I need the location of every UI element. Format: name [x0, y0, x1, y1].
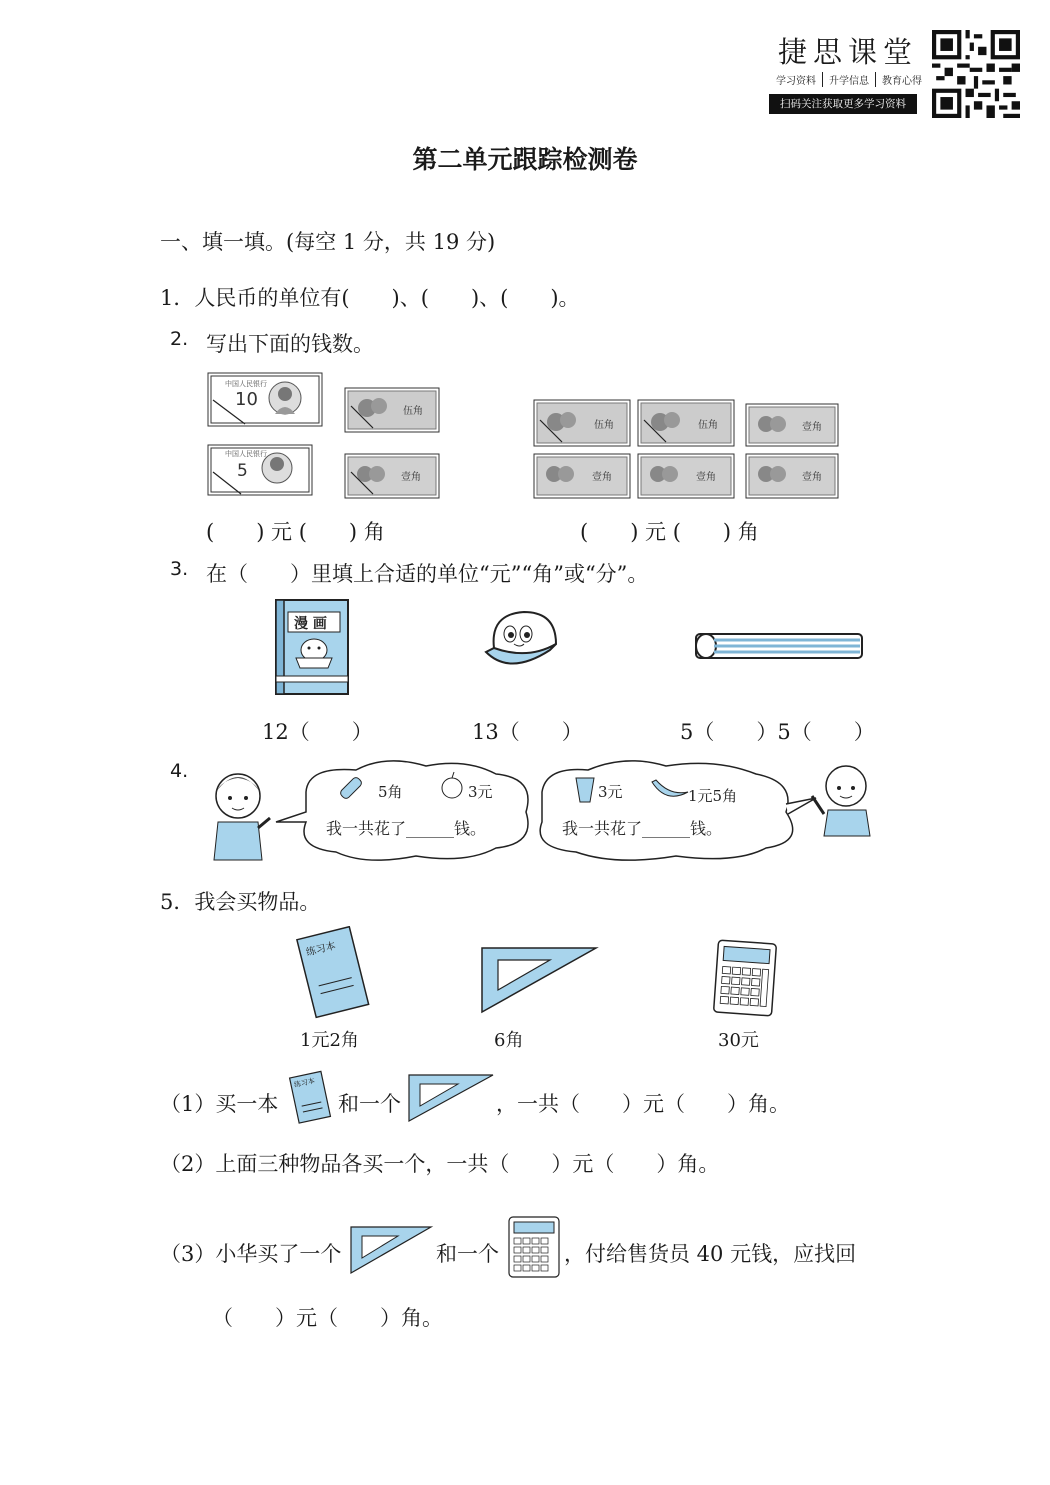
- brand-tags: [770, 72, 928, 87]
- sub-question-3-middle: 和一个: [436, 1242, 499, 1266]
- question-4-number: 4.: [170, 760, 189, 782]
- comic-book-icon: [272, 598, 352, 698]
- banknotes-group-left: [205, 370, 445, 500]
- q3-blank-pencil[interactable]: 5（ ）5（ ）: [680, 720, 875, 744]
- calculator-icon: [506, 1214, 562, 1280]
- svg-text:伍角: 伍角: [403, 406, 423, 417]
- svg-text:中国人民银行: 中国人民银行: [225, 380, 267, 388]
- svg-text:壹角: 壹角: [401, 472, 421, 483]
- svg-text:练习本: 练习本: [293, 1076, 316, 1090]
- price-set-square: 6角: [494, 1030, 524, 1051]
- question-2-number: 2.: [170, 328, 189, 350]
- svg-text:练习本: 练习本: [305, 940, 337, 959]
- svg-text:3元: 3元: [468, 783, 493, 801]
- price-calculator: 30元: [718, 1030, 759, 1051]
- brand-title: 捷思课堂: [778, 35, 919, 69]
- boy-avatar-icon: [812, 766, 870, 836]
- question-2-text: 写出下面的钱数。: [206, 332, 374, 356]
- section-heading: 一、填一填。(每空 1 分，共 19 分): [160, 230, 496, 254]
- girl-avatar-icon: [214, 774, 270, 860]
- q3-blank-cap[interactable]: 13（ ）: [472, 720, 583, 744]
- question-5-heading: 5．我会买物品。: [160, 890, 321, 914]
- set-square-icon: [478, 944, 600, 1016]
- brand-tag: 升学信息: [823, 72, 876, 87]
- set-square-icon: [406, 1072, 496, 1124]
- exercise-book-icon: [296, 926, 370, 1020]
- q3-blank-comic[interactable]: 12（ ）: [262, 720, 373, 744]
- one-jiao-note-icon: [746, 454, 838, 498]
- svg-text:壹角: 壹角: [592, 472, 612, 483]
- calculator-icon: [712, 938, 778, 1018]
- pencil-icon: [690, 630, 866, 662]
- svg-text:漫 画: 漫 画: [294, 616, 327, 632]
- one-jiao-note-icon: [534, 454, 630, 498]
- five-jiao-note-icon: [638, 400, 734, 446]
- sub-question-1-blanks[interactable]: ，一共（ ）元（ ）角。: [496, 1092, 790, 1116]
- five-yuan-note-icon: [208, 445, 312, 495]
- question-3-number: 3.: [170, 558, 189, 580]
- sub-question-1-middle: 和一个: [338, 1092, 401, 1116]
- page-title: 第二单元跟踪检测卷: [412, 145, 638, 174]
- q4-scene: [196, 752, 886, 868]
- banknotes-group-right: [532, 398, 844, 500]
- brand-cta: 扫码关注获取更多学习资料: [769, 94, 917, 114]
- svg-text:中国人民银行: 中国人民银行: [225, 450, 267, 458]
- ten-yuan-note-icon: [208, 373, 322, 426]
- five-jiao-note-icon: [534, 400, 630, 446]
- svg-text:10: 10: [235, 389, 258, 410]
- one-jiao-note-icon: [746, 404, 838, 446]
- sub-question-3-blanks[interactable]: （ ）元（ ）角。: [212, 1306, 443, 1330]
- question-1: 1．人民币的单位有( )、( )、( )。: [160, 286, 580, 310]
- svg-text:我一共花了______钱。: 我一共花了______钱。: [326, 819, 487, 838]
- svg-text:我一共花了______钱。: 我一共花了______钱。: [562, 819, 723, 838]
- qr-code-icon[interactable]: [932, 30, 1020, 118]
- one-jiao-note-icon: [638, 454, 734, 498]
- svg-text:5角: 5角: [378, 783, 403, 801]
- brand-tag: 学习资料: [770, 72, 823, 87]
- sub-question-2[interactable]: （2）上面三种物品各买一个，一共（ ）元（ ）角。: [160, 1152, 720, 1176]
- svg-text:壹角: 壹角: [802, 472, 822, 483]
- svg-text:壹角: 壹角: [696, 472, 716, 483]
- svg-text:3元: 3元: [598, 783, 623, 801]
- question-3-text: 在（ ）里填上合适的单位“元”“角”或“分”。: [206, 562, 649, 586]
- exercise-book-icon: [288, 1070, 334, 1124]
- svg-text:壹角: 壹角: [802, 422, 822, 433]
- svg-text:1元5角: 1元5角: [688, 787, 738, 805]
- sub-question-1-start: （1）买一本: [160, 1092, 279, 1116]
- svg-text:5: 5: [237, 461, 248, 481]
- five-jiao-note-icon: [345, 388, 439, 432]
- sub-question-3-end: ，付给售货员 40 元钱，应找回: [564, 1242, 857, 1266]
- sub-question-3-start: （3）小华买了一个: [160, 1242, 342, 1266]
- svg-text:伍角: 伍角: [698, 420, 718, 431]
- cap-icon: [480, 604, 562, 680]
- answer-blank-left[interactable]: ( ) 元 ( ) 角: [206, 520, 385, 544]
- svg-text:伍角: 伍角: [594, 420, 614, 431]
- answer-blank-right[interactable]: ( ) 元 ( ) 角: [580, 520, 759, 544]
- brand-tag: 教育心得: [882, 76, 922, 87]
- price-exercise-book: 1元2角: [300, 1030, 359, 1051]
- one-jiao-note-icon: [345, 454, 439, 498]
- set-square-icon: [348, 1224, 434, 1276]
